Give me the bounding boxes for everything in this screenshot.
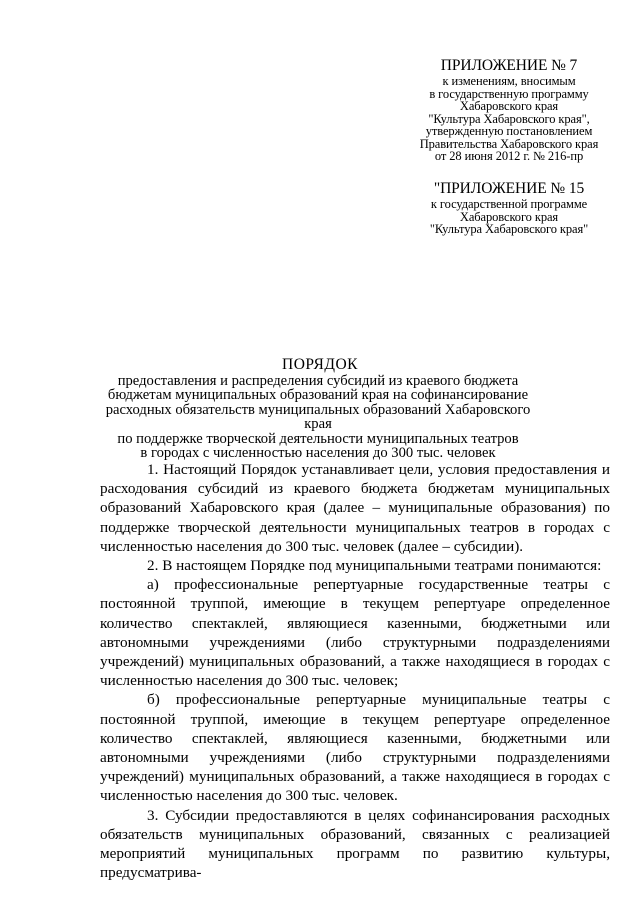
document-subtitle xyxy=(98,374,538,460)
appendix-15-title: "ПРИЛОЖЕНИЕ № 15 xyxy=(433,180,585,197)
subtitle-line: по поддержке творческой деятельности муниципальных театров xyxy=(117,430,519,447)
appendix-15-stamp xyxy=(397,180,621,236)
appendix-7-line: "Культура Хабаровского края", xyxy=(428,111,590,126)
subtitle-line: расходных обязательств муниципальных образований Хабаровского края xyxy=(105,401,531,433)
paragraph: 2. В настоящем Порядке под муниципальными театрами понимаются: xyxy=(147,557,602,575)
paragraph: 1. Настоящий Порядок устанавливает цели, условия предоставления и расходования субсидий из краевого бюджета бюджетам муниципальных образований Хабаровского края (далее – муниципальные образования) по поддержке творческой деятельности муниципальных театров в городах с численностью населения до 300 тыс. человек (далее – субсидии). xyxy=(100,461,610,555)
paragraph: б) профессиональные репертуарные муниципальные театры с постоянной труппой, имеющие в текущем репертуаре определенное количество спектаклей, являющиеся казенными, бюджетными или автономными учреждениями (либо структурными подразделениями учреждений) муниципальных образований, а также находящиеся в городах с численностью населения до 300 тыс. человек. xyxy=(100,691,610,805)
appendix-7-line: Правительства Хабаровского края xyxy=(419,136,599,151)
appendix-7-title: ПРИЛОЖЕНИЕ № 7 xyxy=(440,57,578,74)
appendix-7-line: в государственную программу xyxy=(429,86,589,101)
appendix-15-line: "Культура Хабаровского края" xyxy=(429,222,589,236)
appendix-15-line: к государственной программе xyxy=(430,197,588,211)
subtitle-line: бюджетам муниципальных образований края на софинансирование xyxy=(107,387,529,404)
appendix-7-line: к изменениям, вносимым xyxy=(442,74,576,88)
paragraph: а) профессиональные репертуарные государственные театры с постоянной труппой, имеющие в текущем репертуаре определенное количество спектаклей, являющиеся казенными, бюджетными или автономными учреждениями (либо структурными подразделениями учреждений) муниципальных образований, а также находящиеся в городах с численностью населения до 300 тыс. человек; xyxy=(100,576,610,690)
document-body xyxy=(100,460,610,882)
paragraph: 3. Субсидии предоставляются в целях софинансирования расходных обязательств муниципальных образований, связанных с реализацией мероприятий муниципальных программ по развитию культуры, предусматрива- xyxy=(100,806,610,882)
subtitle-line: в городах с численностью населения до 300 тыс. человек xyxy=(140,445,496,462)
subtitle-line: предоставления и распределения субсидий из краевого бюджета xyxy=(117,373,519,389)
appendix-7-line: утвержденную постановлением xyxy=(425,124,593,138)
appendix-7-line: от 28 июня 2012 г. № 216-пр xyxy=(434,149,584,163)
appendix-7-line: Хабаровского края xyxy=(459,99,559,113)
document-title: ПОРЯДОК xyxy=(282,356,358,373)
appendix-7-stamp xyxy=(396,57,622,163)
appendix-15-line: Хабаровского края xyxy=(459,209,559,224)
